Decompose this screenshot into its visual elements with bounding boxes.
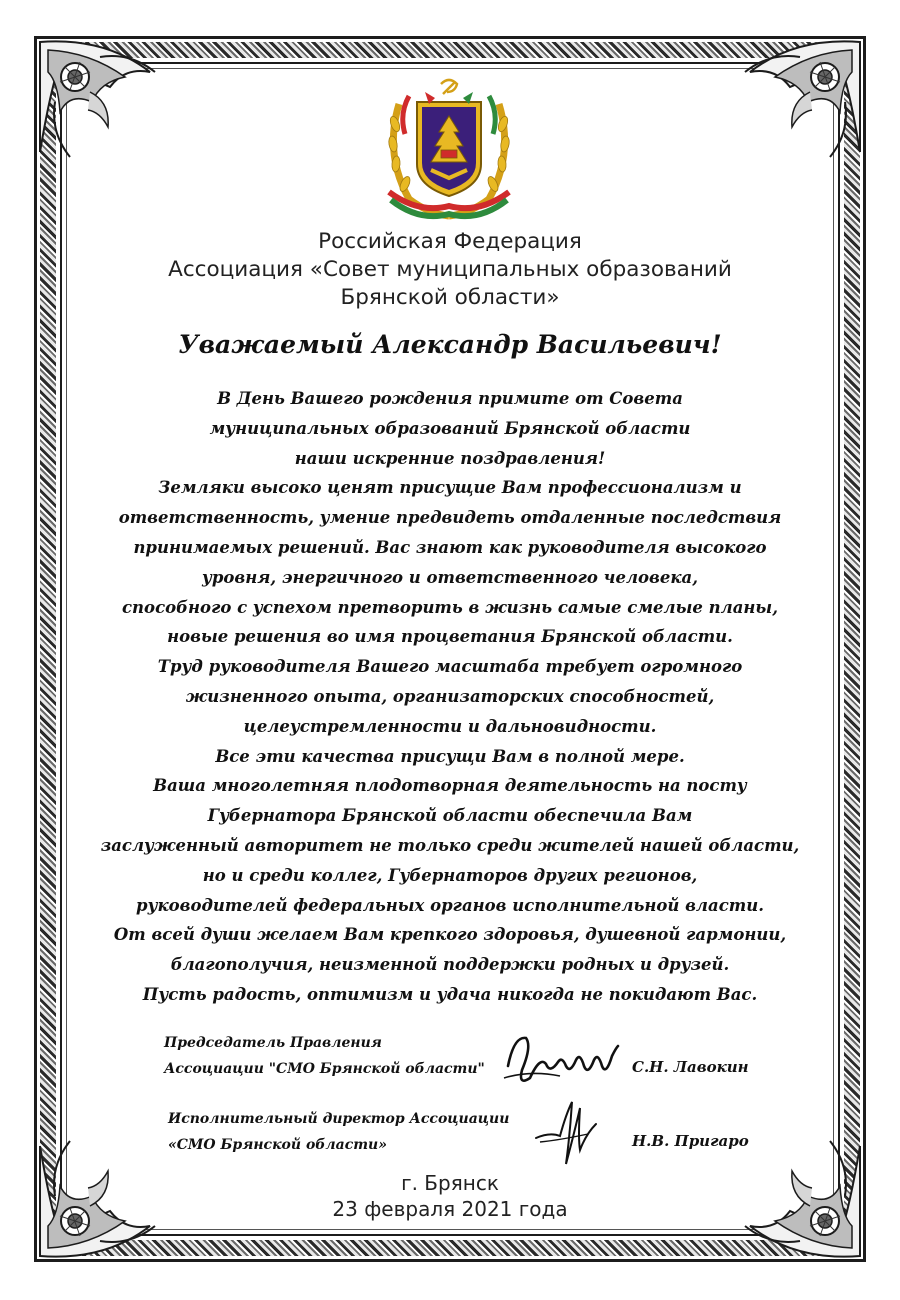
footer-date: 23 февраля 2021 года (332, 1197, 568, 1221)
body-line: Губернатора Брянской области обеспечила Вам (207, 806, 693, 826)
salutation: Уважаемый Александр Васильевич! (178, 330, 722, 359)
body-line: Ваша многолетняя плодотворная деятельность на посту (153, 776, 747, 796)
corner-ornament-bottom-left (30, 1116, 180, 1266)
header-association-line1: Ассоциация «Совет муниципальных образований (168, 257, 732, 282)
corner-ornament-top-left (30, 32, 180, 182)
signatory-1-title-line2: Ассоциации "СМО Брянской области" (164, 1061, 485, 1077)
body-line: новые решения во имя процветания Брянской области. (167, 627, 733, 647)
body-line: Труд руководителя Вашего масштаба требует огромного (157, 657, 743, 677)
body-line: руководителей федеральных органов исполнительной власти. (136, 895, 764, 915)
coat-of-arms-emblem (379, 74, 519, 222)
body-line: Земляки высоко ценят присущие Вам профессионализм и (158, 478, 742, 498)
signatory-2-title-line1: Исполнительный директор Ассоциации (168, 1111, 510, 1127)
signatory-2-title-line2: «СМО Брянской области» (168, 1137, 387, 1153)
signatory-1-title (164, 1030, 485, 1082)
body-line: ответственность, умение предвидеть отдаленные последствия (118, 508, 782, 528)
signatory-2-name: Н.В. Пригаро (632, 1132, 749, 1150)
body-line: От всей души желаем Вам крепкого здоровья, душевной гармонии, (113, 925, 787, 945)
footer-city: г. Брянск (401, 1171, 499, 1195)
body-line: В День Вашего рождения примите от Совета (217, 389, 683, 408)
corner-ornament-top-right (720, 32, 870, 182)
body-line: Все эти качества присущи Вам в полной мере. (215, 746, 685, 766)
header-association-line2: Брянской области» (340, 285, 560, 310)
body-line: способного с успехом претворить в жизнь самые смелые планы, (122, 597, 778, 617)
body-line: муниципальных образований Брянской области (209, 418, 691, 438)
body-line: но и среди коллег, Губернаторов других регионов, (202, 865, 698, 885)
signatory-1-name: С.Н. Лавокин (632, 1058, 749, 1076)
header-country: Российская Федерация (318, 229, 582, 254)
body-line: наши искренние поздравления! (294, 448, 606, 468)
body-line: заслуженный авторитет не только среди жителей нашей области, (100, 835, 800, 855)
body-line: жизненного опыта, организаторских способностей, (185, 686, 715, 706)
signatory-1-title-line1: Председатель Правления (164, 1035, 382, 1051)
body-line: принимаемых решений. Вас знают как руководителя высокого (133, 537, 767, 557)
signature-1-image (500, 1026, 624, 1096)
signatory-2-title (168, 1106, 509, 1158)
body-line: Пусть радость, оптимизм и удача никогда не покидают Вас. (142, 984, 758, 1004)
signature-2-image (530, 1094, 604, 1172)
document-header (100, 228, 800, 312)
body-line: уровня, энергичного и ответственного человека, (202, 567, 698, 587)
greeting-body (90, 384, 810, 1010)
body-line: целеустремленности и дальновидности. (243, 716, 657, 736)
body-line: благополучия, неизменной поддержки родных и друзей. (170, 955, 730, 975)
document-footer (200, 1170, 700, 1222)
